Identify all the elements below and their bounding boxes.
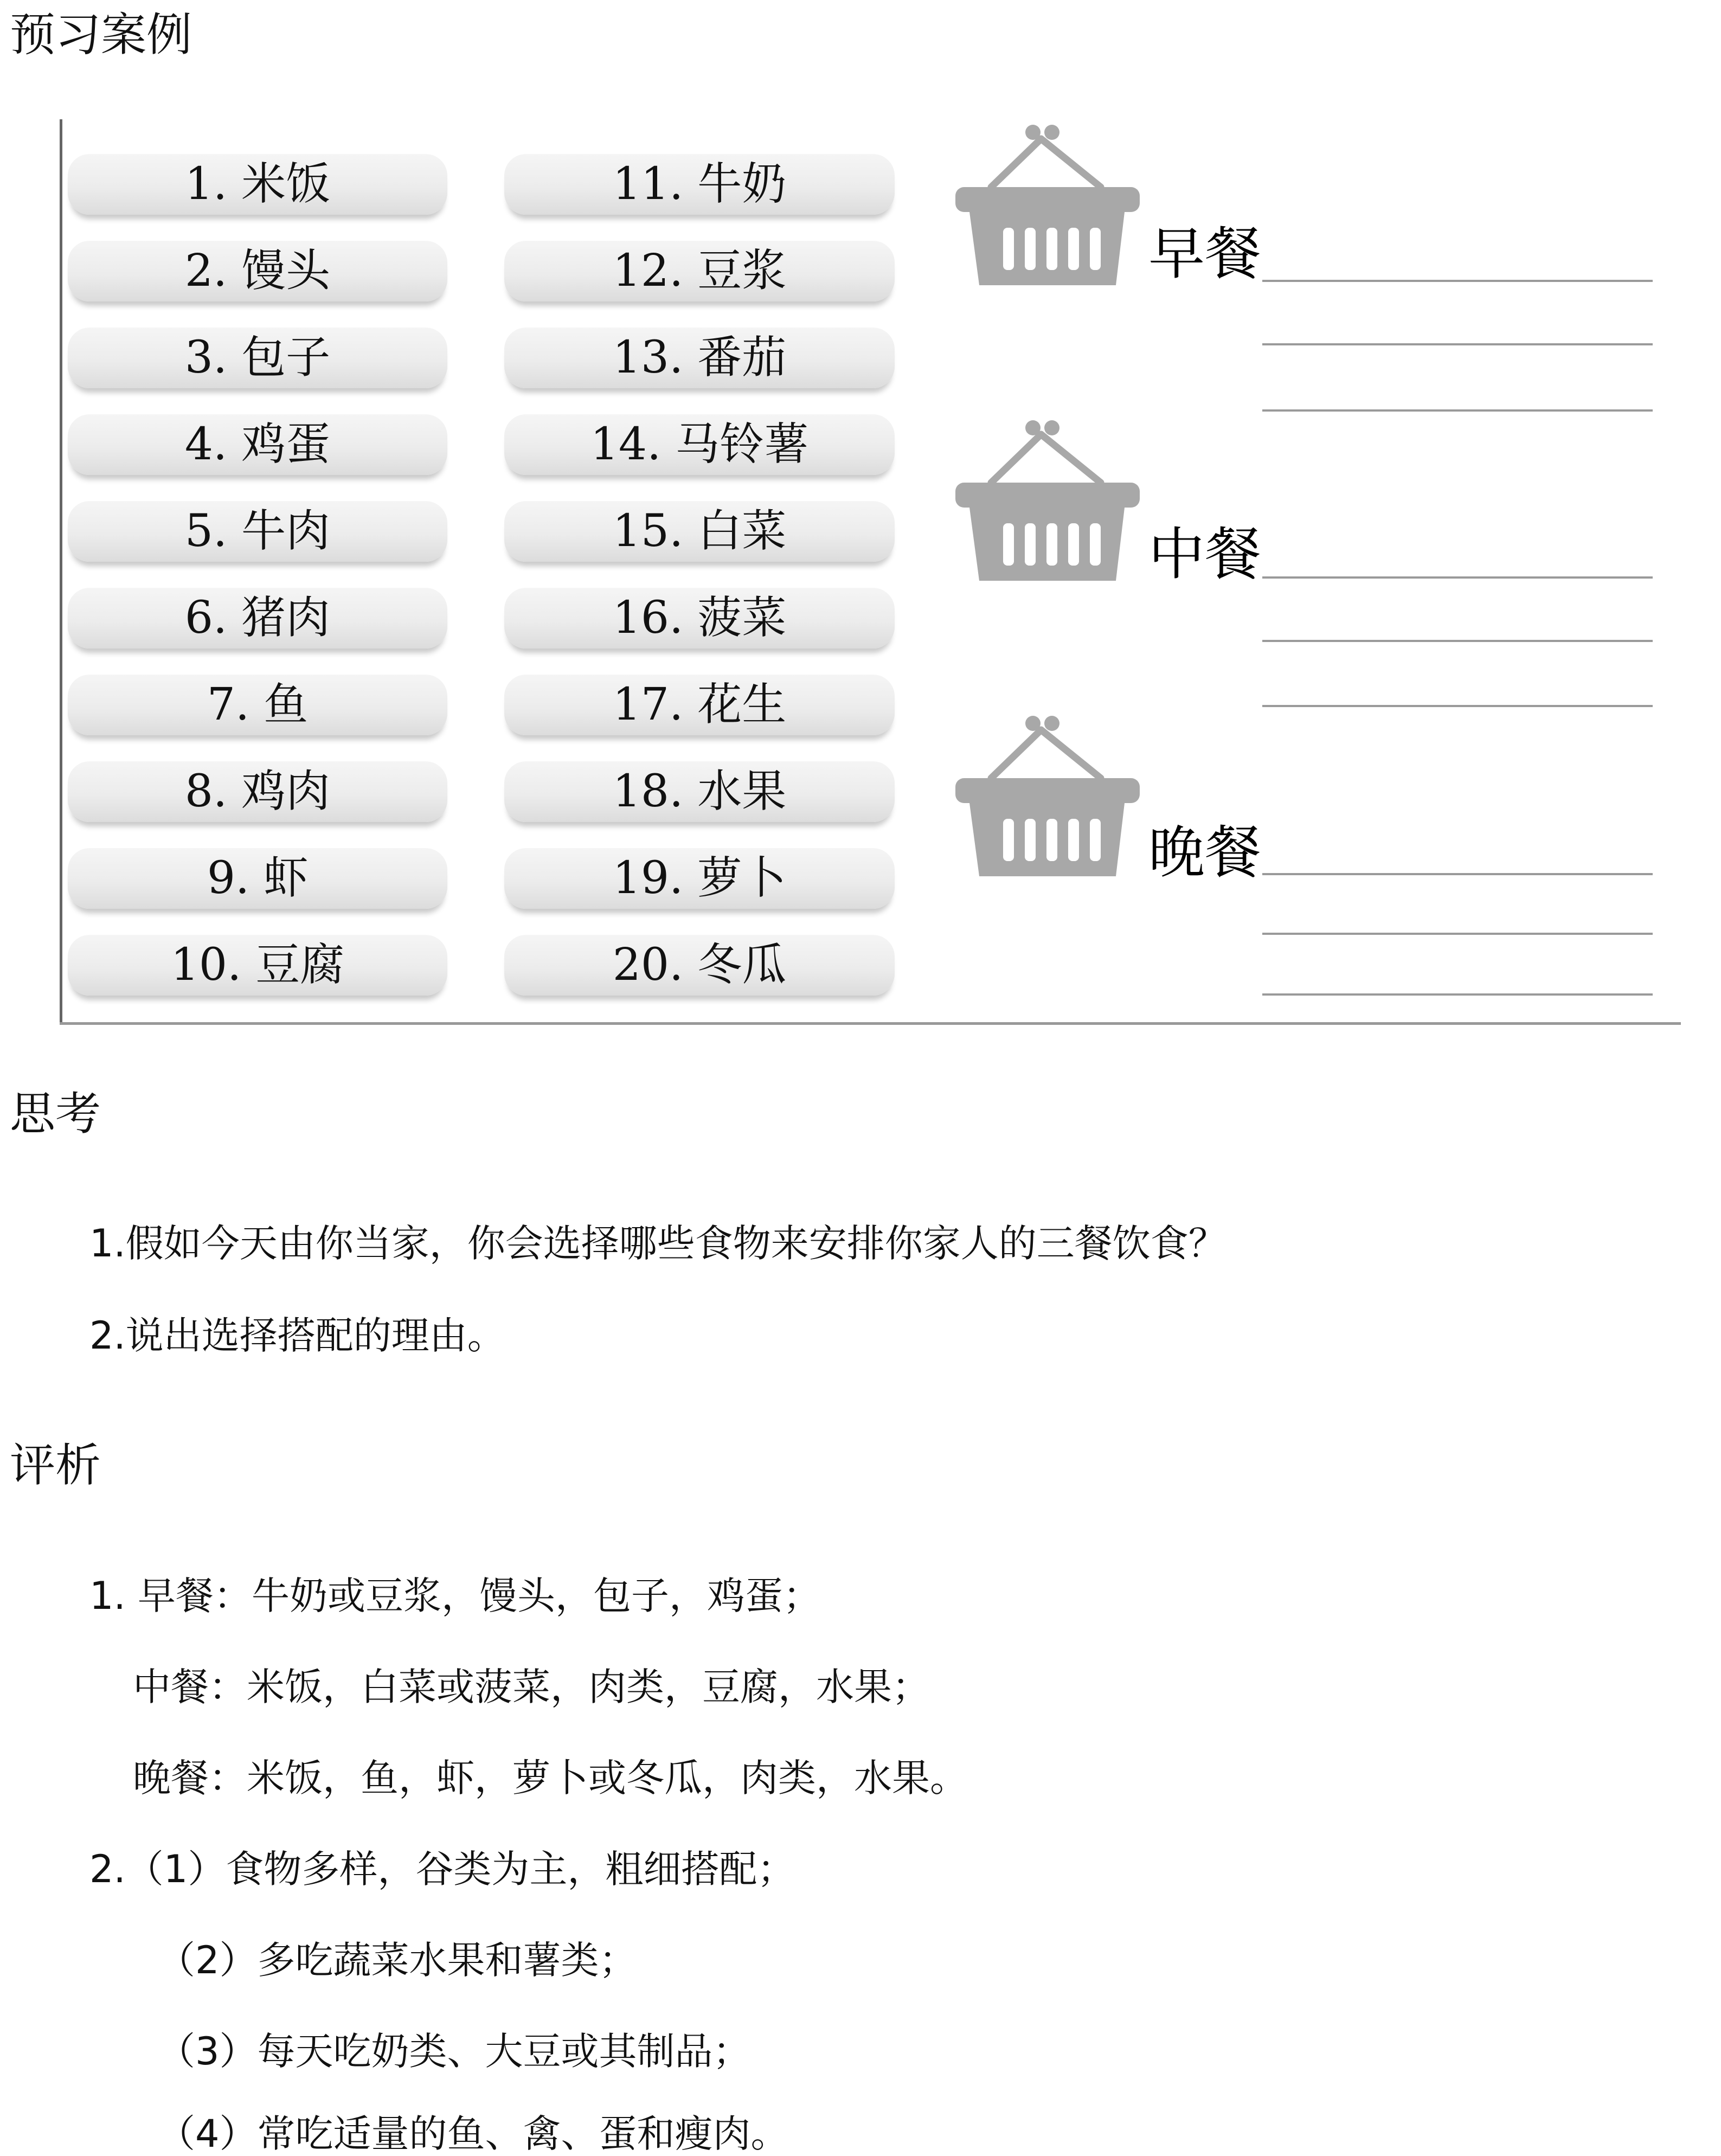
writing-line	[1262, 409, 1653, 412]
question-1: 1.假如今天由你当家，你会选择哪些食物来安排你家人的三餐饮食？	[89, 1221, 1226, 1266]
food-item: 17. 花生	[504, 675, 895, 735]
food-item: 20. 冬瓜	[504, 935, 895, 996]
meal-label-breakfast: 早餐	[1148, 221, 1262, 287]
writing-line	[1262, 280, 1653, 282]
food-item: 4. 鸡蛋	[68, 414, 447, 475]
writing-line	[1262, 993, 1653, 996]
figure-left-border	[60, 119, 62, 1025]
writing-line	[1262, 576, 1653, 579]
food-item: 9. 虾	[68, 848, 447, 909]
meal-label-lunch: 中餐	[1148, 521, 1262, 587]
writing-line	[1262, 933, 1653, 935]
writing-line	[1262, 640, 1653, 642]
writing-line	[1262, 705, 1653, 707]
food-item: 16. 菠菜	[504, 588, 895, 649]
shopping-basket-icon	[943, 415, 1150, 594]
analysis-line: （2）多吃蔬菜水果和薯类；	[157, 1938, 637, 1982]
writing-line	[1262, 343, 1653, 345]
food-item: 13. 番茄	[504, 328, 895, 388]
analysis-line: 2.（1）食物多样，谷类为主，粗细搭配；	[89, 1847, 795, 1891]
analysis-line: 晚餐：米饭，鱼，虾，萝卜或冬瓜，肉类，水果。	[133, 1756, 968, 1800]
food-item: 19. 萝卜	[504, 848, 895, 909]
meal-label-dinner: 晚餐	[1148, 819, 1262, 886]
food-item: 8. 鸡肉	[68, 761, 447, 822]
food-item: 14. 马铃薯	[504, 414, 895, 475]
food-item: 1. 米饭	[68, 154, 447, 215]
analysis-title: 评析	[10, 1439, 101, 1492]
preview-title: 预习案例	[10, 8, 192, 61]
analysis-line: （3）每天吃奶类、大豆或其制品；	[157, 2029, 751, 2074]
shopping-basket-icon	[943, 119, 1150, 298]
shopping-basket-icon	[943, 710, 1150, 889]
analysis-line: 1. 早餐：牛奶或豆浆，馒头，包子，鸡蛋；	[89, 1574, 821, 1618]
food-item: 18. 水果	[504, 761, 895, 822]
analysis-line: （4）常吃适量的鱼、禽、蛋和瘦肉。	[157, 2112, 789, 2156]
food-item: 6. 猪肉	[68, 588, 447, 649]
food-item: 3. 包子	[68, 328, 447, 388]
food-item: 12. 豆浆	[504, 241, 895, 301]
analysis-line: 中餐：米饭，白菜或菠菜，肉类，豆腐，水果；	[133, 1665, 930, 1709]
food-item: 15. 白菜	[504, 501, 895, 562]
food-item: 5. 牛肉	[68, 501, 447, 562]
question-2: 2.说出选择搭配的理由。	[89, 1313, 505, 1358]
food-item: 7. 鱼	[68, 675, 447, 735]
think-title: 思考	[10, 1087, 101, 1140]
food-item: 10. 豆腐	[68, 935, 447, 996]
writing-line	[1262, 873, 1653, 875]
food-item: 11. 牛奶	[504, 154, 895, 215]
meal-planning-figure	[60, 119, 1681, 1025]
food-item: 2. 馒头	[68, 241, 447, 301]
figure-bottom-border	[60, 1022, 1681, 1025]
